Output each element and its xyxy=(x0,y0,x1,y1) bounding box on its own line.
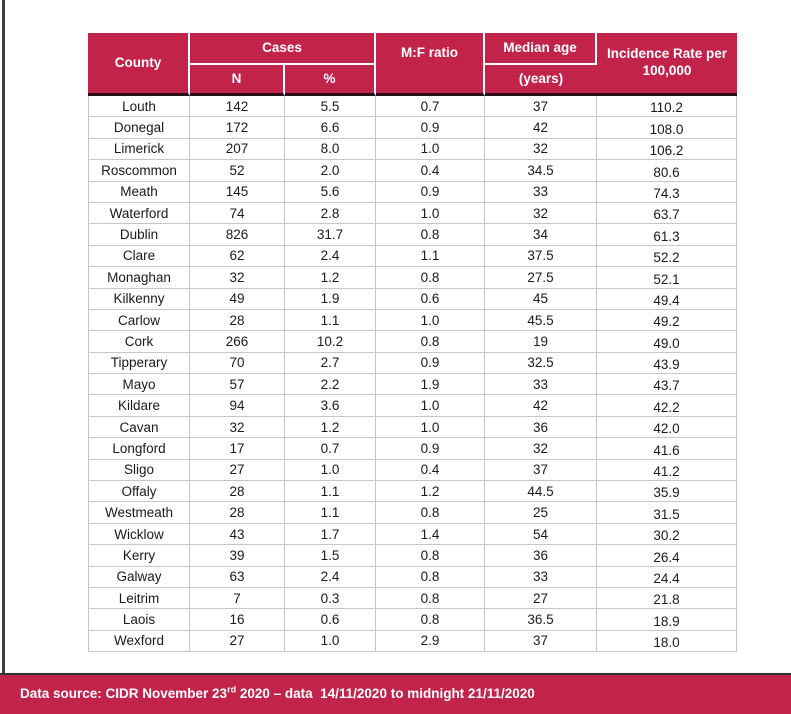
cell-median-age: 37 xyxy=(485,96,597,117)
cell-percent: 2.2 xyxy=(285,374,376,395)
cell-incidence-rate: 49.2 xyxy=(597,310,737,331)
cell-percent: 1.0 xyxy=(285,631,376,652)
cell-mf-ratio: 0.9 xyxy=(376,438,485,459)
cell-percent: 1.9 xyxy=(285,289,376,310)
cell-mf-ratio: 0.7 xyxy=(376,96,485,117)
cell-median-age: 37 xyxy=(485,460,597,481)
col-header-percent: % xyxy=(285,65,376,96)
cell-mf-ratio: 0.9 xyxy=(376,353,485,374)
cell-median-age: 36.5 xyxy=(485,609,597,630)
cell-median-age: 37 xyxy=(485,631,597,652)
cell-incidence-rate: 42.0 xyxy=(597,417,737,438)
cell-median-age: 27.5 xyxy=(485,267,597,288)
col-header-cases: Cases xyxy=(190,33,376,65)
cell-percent: 2.4 xyxy=(285,567,376,588)
cell-mf-ratio: 1.9 xyxy=(376,374,485,395)
cell-median-age: 33 xyxy=(485,182,597,203)
cell-county: Donegal xyxy=(88,117,190,138)
cell-n: 145 xyxy=(190,182,285,203)
cell-n: 28 xyxy=(190,310,285,331)
cell-median-age: 42 xyxy=(485,117,597,138)
cell-median-age: 19 xyxy=(485,331,597,352)
table-row xyxy=(88,310,737,331)
cell-n: 826 xyxy=(190,224,285,245)
cell-percent: 1.2 xyxy=(285,267,376,288)
table-row xyxy=(88,481,737,502)
table-row xyxy=(88,331,737,352)
cell-county: Wexford xyxy=(88,631,190,652)
cell-percent: 1.1 xyxy=(285,502,376,523)
cell-median-age: 25 xyxy=(485,502,597,523)
cell-percent: 2.8 xyxy=(285,203,376,224)
cell-percent: 1.2 xyxy=(285,417,376,438)
cell-n: 39 xyxy=(190,545,285,566)
cell-percent: 1.7 xyxy=(285,524,376,545)
cell-incidence-rate: 18.9 xyxy=(597,609,737,630)
cell-median-age: 32 xyxy=(485,203,597,224)
cell-percent: 8.0 xyxy=(285,139,376,160)
cell-incidence-rate: 61.3 xyxy=(597,224,737,245)
cell-n: 74 xyxy=(190,203,285,224)
table-row xyxy=(88,395,737,416)
cell-mf-ratio: 1.1 xyxy=(376,246,485,267)
cell-mf-ratio: 0.9 xyxy=(376,117,485,138)
table-row xyxy=(88,96,737,117)
table-row xyxy=(88,460,737,481)
table-body xyxy=(88,96,737,652)
cell-median-age: 34.5 xyxy=(485,160,597,181)
cell-mf-ratio: 1.0 xyxy=(376,139,485,160)
cell-incidence-rate: 52.1 xyxy=(597,267,737,288)
cell-percent: 0.3 xyxy=(285,588,376,609)
cell-n: 32 xyxy=(190,417,285,438)
col-header-incidence-rate: Incidence Rate per 100,000 xyxy=(597,33,737,96)
cell-county: Kilkenny xyxy=(88,289,190,310)
cell-median-age: 54 xyxy=(485,524,597,545)
cell-county: Sligo xyxy=(88,460,190,481)
cell-percent: 1.0 xyxy=(285,460,376,481)
data-source-bar xyxy=(0,673,791,714)
cell-percent: 1.5 xyxy=(285,545,376,566)
table-row xyxy=(88,289,737,310)
cell-mf-ratio: 1.4 xyxy=(376,524,485,545)
cell-n: 49 xyxy=(190,289,285,310)
cell-percent: 31.7 xyxy=(285,224,376,245)
table-row xyxy=(88,417,737,438)
cell-median-age: 45 xyxy=(485,289,597,310)
cell-n: 62 xyxy=(190,246,285,267)
cell-n: 142 xyxy=(190,96,285,117)
cell-county: Wicklow xyxy=(88,524,190,545)
cell-median-age: 42 xyxy=(485,395,597,416)
col-header-mf-ratio: M:F ratio xyxy=(376,33,485,96)
cell-median-age: 36 xyxy=(485,417,597,438)
cell-county: Clare xyxy=(88,246,190,267)
cell-incidence-rate: 52.2 xyxy=(597,246,737,267)
cell-n: 52 xyxy=(190,160,285,181)
cell-mf-ratio: 0.9 xyxy=(376,182,485,203)
table-row xyxy=(88,353,737,374)
table-row xyxy=(88,203,737,224)
cell-incidence-rate: 21.8 xyxy=(597,588,737,609)
cell-mf-ratio: 1.0 xyxy=(376,203,485,224)
cell-mf-ratio: 0.8 xyxy=(376,588,485,609)
table-row xyxy=(88,139,737,160)
cell-incidence-rate: 49.0 xyxy=(597,331,737,352)
cell-percent: 6.6 xyxy=(285,117,376,138)
cell-incidence-rate: 24.4 xyxy=(597,567,737,588)
cell-county: Kildare xyxy=(88,395,190,416)
cell-county: Cork xyxy=(88,331,190,352)
cell-incidence-rate: 110.2 xyxy=(597,96,737,117)
table-row xyxy=(88,160,737,181)
cell-median-age: 45.5 xyxy=(485,310,597,331)
cell-mf-ratio: 0.6 xyxy=(376,289,485,310)
cell-median-age: 44.5 xyxy=(485,481,597,502)
cell-incidence-rate: 42.2 xyxy=(597,395,737,416)
cell-mf-ratio: 1.0 xyxy=(376,310,485,331)
cell-median-age: 32 xyxy=(485,139,597,160)
cell-percent: 2.0 xyxy=(285,160,376,181)
cell-mf-ratio: 1.0 xyxy=(376,395,485,416)
col-header-county: County xyxy=(88,33,190,96)
table-row xyxy=(88,182,737,203)
cell-percent: 10.2 xyxy=(285,331,376,352)
table-row xyxy=(88,609,737,630)
cell-incidence-rate: 18.0 xyxy=(597,631,737,652)
cell-mf-ratio: 0.8 xyxy=(376,502,485,523)
cell-county: Waterford xyxy=(88,203,190,224)
cell-county: Mayo xyxy=(88,374,190,395)
cell-incidence-rate: 106.2 xyxy=(597,139,737,160)
table-row xyxy=(88,267,737,288)
table-row xyxy=(88,246,737,267)
cell-percent: 5.6 xyxy=(285,182,376,203)
cell-n: 17 xyxy=(190,438,285,459)
cell-county: Leitrim xyxy=(88,588,190,609)
cell-n: 57 xyxy=(190,374,285,395)
cell-median-age: 34 xyxy=(485,224,597,245)
table-row xyxy=(88,631,737,652)
cell-county: Monaghan xyxy=(88,267,190,288)
cell-county: Offaly xyxy=(88,481,190,502)
cell-incidence-rate: 43.9 xyxy=(597,353,737,374)
data-source-text: Data source: CIDR November 23 xyxy=(20,686,228,701)
cell-n: 32 xyxy=(190,267,285,288)
cell-n: 7 xyxy=(190,588,285,609)
cell-percent: 0.6 xyxy=(285,609,376,630)
table-row xyxy=(88,374,737,395)
col-header-median-age-unit: (years) xyxy=(485,65,597,96)
cell-median-age: 32.5 xyxy=(485,353,597,374)
cell-mf-ratio: 0.8 xyxy=(376,224,485,245)
cell-incidence-rate: 108.0 xyxy=(597,117,737,138)
cell-percent: 5.5 xyxy=(285,96,376,117)
cell-mf-ratio: 0.4 xyxy=(376,160,485,181)
cell-median-age: 32 xyxy=(485,438,597,459)
cell-percent: 2.4 xyxy=(285,246,376,267)
cell-incidence-rate: 43.7 xyxy=(597,374,737,395)
table-row xyxy=(88,502,737,523)
cell-n: 94 xyxy=(190,395,285,416)
cell-mf-ratio: 2.9 xyxy=(376,631,485,652)
cell-incidence-rate: 41.6 xyxy=(597,438,737,459)
cell-county: Meath xyxy=(88,182,190,203)
cell-n: 207 xyxy=(190,139,285,160)
table-row xyxy=(88,438,737,459)
cell-n: 16 xyxy=(190,609,285,630)
cell-county: Laois xyxy=(88,609,190,630)
cell-incidence-rate: 49.4 xyxy=(597,289,737,310)
cell-percent: 2.7 xyxy=(285,353,376,374)
cell-percent: 1.1 xyxy=(285,481,376,502)
cell-percent: 1.1 xyxy=(285,310,376,331)
cell-county: Roscommon xyxy=(88,160,190,181)
table-row xyxy=(88,117,737,138)
cell-county: Longford xyxy=(88,438,190,459)
page-left-border xyxy=(2,0,5,674)
cell-county: Cavan xyxy=(88,417,190,438)
table-row xyxy=(88,567,737,588)
cell-median-age: 27 xyxy=(485,588,597,609)
cell-incidence-rate: 31.5 xyxy=(597,502,737,523)
cell-county: Kerry xyxy=(88,545,190,566)
cell-median-age: 33 xyxy=(485,567,597,588)
cell-mf-ratio: 0.8 xyxy=(376,267,485,288)
cell-incidence-rate: 30.2 xyxy=(597,524,737,545)
cell-n: 28 xyxy=(190,481,285,502)
cell-incidence-rate: 26.4 xyxy=(597,545,737,566)
data-source-ordinal-suffix: rd xyxy=(227,684,237,695)
cell-n: 28 xyxy=(190,502,285,523)
col-header-n: N xyxy=(190,65,285,96)
cell-incidence-rate: 80.6 xyxy=(597,160,737,181)
cell-n: 172 xyxy=(190,117,285,138)
cell-mf-ratio: 0.8 xyxy=(376,609,485,630)
cell-incidence-rate: 41.2 xyxy=(597,460,737,481)
cell-n: 266 xyxy=(190,331,285,352)
table-row xyxy=(88,224,737,245)
table-header xyxy=(88,33,737,96)
cell-county: Carlow xyxy=(88,310,190,331)
cell-incidence-rate: 63.7 xyxy=(597,203,737,224)
cell-county: Westmeath xyxy=(88,502,190,523)
cell-mf-ratio: 0.8 xyxy=(376,545,485,566)
cell-mf-ratio: 0.8 xyxy=(376,567,485,588)
cell-percent: 0.7 xyxy=(285,438,376,459)
cell-n: 70 xyxy=(190,353,285,374)
table-row xyxy=(88,588,737,609)
cell-n: 27 xyxy=(190,631,285,652)
cell-county: Dublin xyxy=(88,224,190,245)
cell-county: Galway xyxy=(88,567,190,588)
cell-mf-ratio: 0.8 xyxy=(376,331,485,352)
cell-n: 63 xyxy=(190,567,285,588)
cell-mf-ratio: 1.2 xyxy=(376,481,485,502)
table-row xyxy=(88,524,737,545)
cell-median-age: 36 xyxy=(485,545,597,566)
cell-median-age: 33 xyxy=(485,374,597,395)
cell-county: Louth xyxy=(88,96,190,117)
cell-incidence-rate: 35.9 xyxy=(597,481,737,502)
data-source-text-dates: 2020 – data 14/11/2020 to midnight 21/11/2020 xyxy=(236,686,535,701)
cell-n: 43 xyxy=(190,524,285,545)
cell-median-age: 37.5 xyxy=(485,246,597,267)
cell-percent: 3.6 xyxy=(285,395,376,416)
cell-n: 27 xyxy=(190,460,285,481)
cell-county: Limerick xyxy=(88,139,190,160)
county-cases-table xyxy=(88,33,737,652)
col-header-median-age: Median age xyxy=(485,33,597,65)
cell-county: Tipperary xyxy=(88,353,190,374)
cell-mf-ratio: 0.4 xyxy=(376,460,485,481)
cell-mf-ratio: 1.0 xyxy=(376,417,485,438)
table-row xyxy=(88,545,737,566)
cell-incidence-rate: 74.3 xyxy=(597,182,737,203)
